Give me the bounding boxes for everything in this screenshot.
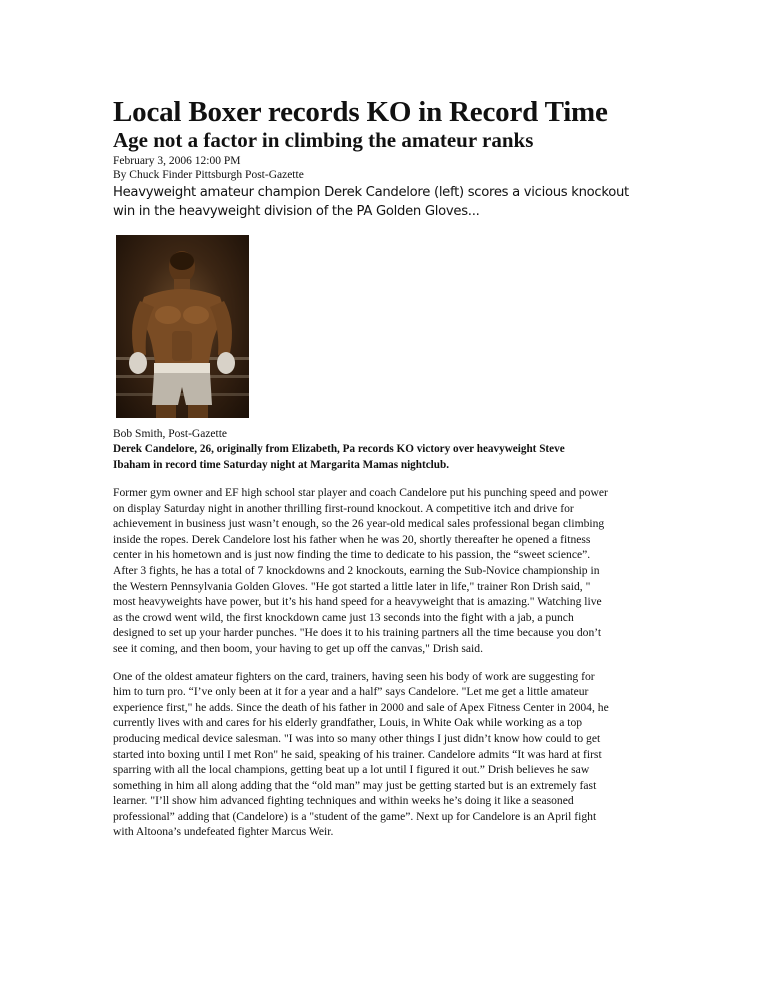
paragraph-line: designed to set up your harder punches. "He does it to his training partners all the time because you don’t	[113, 626, 602, 640]
paragraph-line: experience first," he adds. Since the death of his father in 2000 and sale of Apex Fitness Center in 2004, he	[113, 700, 609, 714]
caption-line: Ibaham in record time Saturday night at Margarita Mamas nightclub.	[113, 459, 450, 471]
paragraph-line: most heavyweights have power, but it’s his hand speed for a heavyweight that is amazing." Watching live	[113, 595, 602, 609]
paragraph-line: see it coming, and then boom, your having to get up off the canvas," Drish said.	[113, 641, 483, 655]
paragraph-line: him to turn pro. “I’ve only been at it for a year and a half” says Candelore. "Let me get a little amateur	[113, 685, 589, 699]
paragraph-line: center in his hometown and is just now finding the time to dedicate to his passion, the “sweet science”.	[113, 548, 591, 562]
paragraph-line: One of the oldest amateur fighters on the card, trainers, having seen his body of work are suggesting for	[113, 669, 595, 683]
article-date: February 3, 2006 12:00 PM	[113, 155, 241, 167]
paragraph-line: sparring with all the local champions, getting beat up a lot until I figured it out.” Drish believes he saw	[113, 763, 590, 777]
paragraph-line: started into boxing until I met Ron" he said, speaking of his trainer. Candelore admits “It was hard at first	[113, 747, 602, 761]
lead-paragraph	[113, 183, 658, 221]
subheadline: Age not a factor in climbing the amateur ranks	[113, 128, 534, 152]
paragraph-line: as the crowd went wild, the first knockdown came just 13 seconds into the fight with a jab, a punch	[113, 610, 574, 624]
headline: Local Boxer records KO in Record Time	[113, 96, 608, 128]
photo-credit: Bob Smith, Post-Gazette	[113, 428, 228, 440]
body-paragraph-1	[113, 485, 658, 657]
article	[113, 96, 658, 840]
paragraph-line: producing medical device salesman. "I was into so many other things I just didn’t know how could to get	[113, 731, 601, 745]
body-paragraph-2	[113, 669, 658, 841]
paragraph-line: the Western Pennsylvania Golden Gloves. "He got started a little later in life," trainer Ron Drish said, "	[113, 579, 591, 593]
caption-line: Derek Candelore, 26, originally from Elizabeth, Pa records KO victory over heavyweight Steve	[113, 443, 565, 455]
paragraph-line: on display Saturday night in another thrilling first-round knockout. A competitive itch and drive for	[113, 501, 574, 515]
paragraph-line: something in him all along adding that the “old man” may just be getting started but is an extremely fast	[113, 778, 597, 792]
paragraph-line: After 3 fights, he has a total of 7 knockdowns and 2 knockouts, earning the Sub-Novice championship in	[113, 563, 600, 577]
photo-caption	[113, 441, 658, 473]
paragraph-line: achievement in business just wasn’t enough, so the 26 year-old medical sales professional began climbing	[113, 517, 605, 531]
byline: By Chuck Finder Pittsburgh Post-Gazette	[113, 169, 304, 181]
lead-line: win in the heavyweight division of the PA Golden Gloves...	[113, 204, 480, 219]
paragraph-line: learner. "I’ll show him advanced fighting techniques and within weeks he’s doing it like a seasoned	[113, 794, 574, 808]
paragraph-line: currently lives with and cares for his elderly grandfather, Louis, in White Oak while working as a top	[113, 716, 583, 730]
paragraph-line: professional” adding that (Candelore) is a "student of the game”. Next up for Candelore is an April fight	[113, 809, 597, 823]
lead-line: Heavyweight amateur champion Derek Candelore (left) scores a vicious knockout	[113, 185, 629, 200]
paragraph-line: with Altoona’s undefeated fighter Marcus Weir.	[113, 825, 334, 839]
paragraph-line: Former gym owner and EF high school star player and coach Candelore put his punching speed and power	[113, 486, 608, 499]
boxer-photo	[116, 235, 249, 418]
paragraph-line: inside the ropes. Derek Candelore lost his father when he was 20, shortly thereafter he opened a fitness	[113, 532, 591, 546]
